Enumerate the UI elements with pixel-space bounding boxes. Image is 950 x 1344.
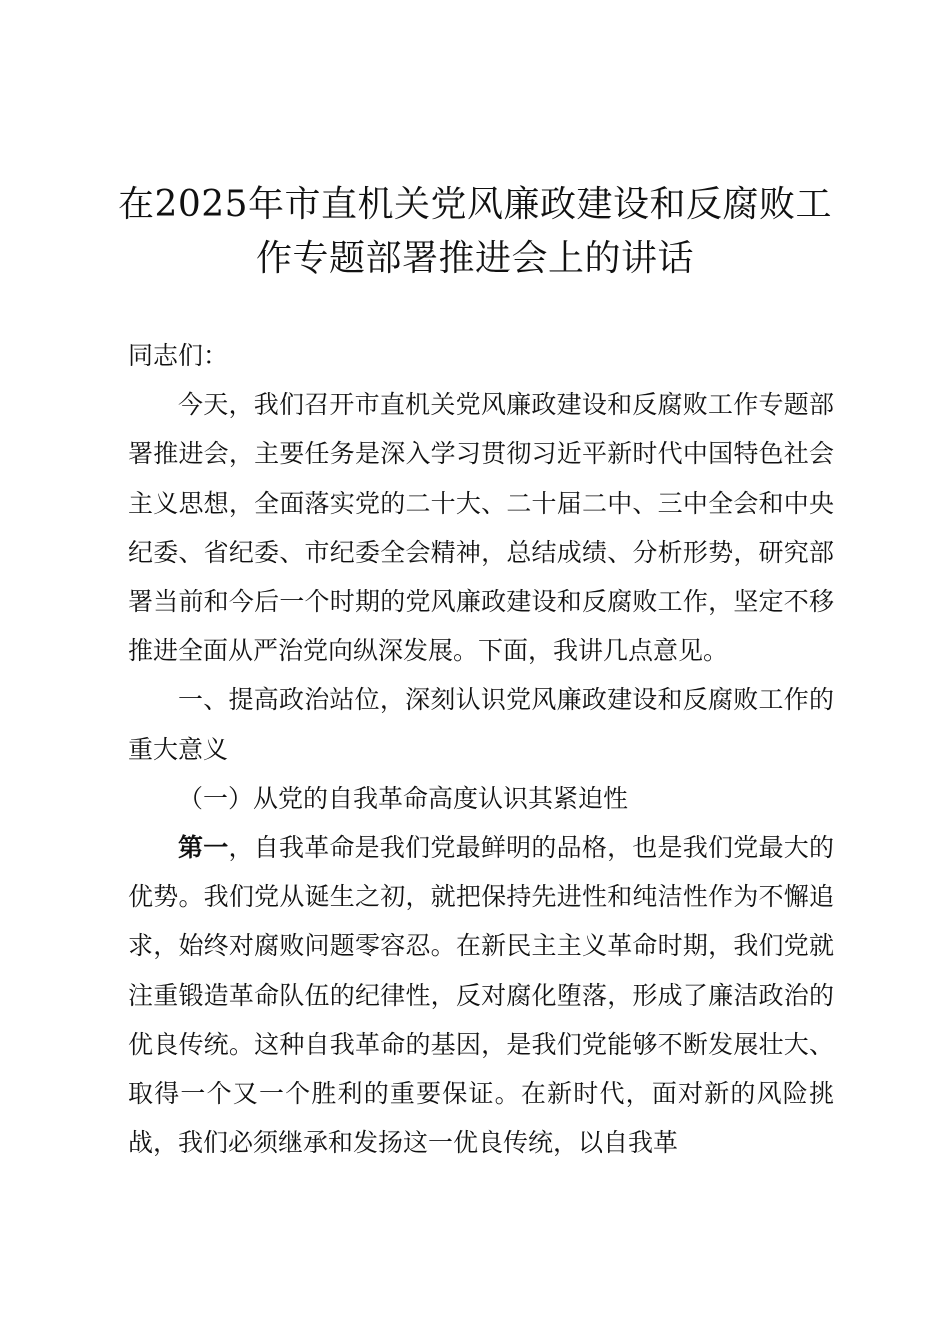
document-title: 在2025年市直机关党风廉政建设和反腐败工作专题部署推进会上的讲话 [117,184,833,279]
point-paragraph [128,823,834,1167]
point-label: 第一 [178,833,229,863]
intro-paragraph: 今天，我们召开市直机关党风廉政建设和反腐败工作专题部署推进会，主要任务是深入学习贯彻习近平新时代中国特色社会主义思想，全面落实党的二十大、二十届二中、三中全会和中央纪委、省纪委、市纪委全会精神，总结成绩、分析形势，研究部署当前和今后一个时期的党风廉政建设和反腐败工作，坚定不移推进全面从严治党向纵深发展。下面，我讲几点意见。 [128,390,834,666]
point-text: ，自我革命是我们党最鲜明的品格，也是我们党最大的优势。我们党从诞生之初，就把保持先进性和纯洁性作为不懈追求，始终对腐败问题零容忍。在新民主主义革命时期，我们党就注重锻造革命队伍的纪律性，反对腐化堕落，形成了廉洁政治的优良传统。这种自我革命的基因，是我们党能够不断发展壮大、取得一个又一个胜利的重要保证。在新时代，面对新的风险挑战，我们必须继承和发扬这一优良传统，以自我革 [128,833,834,1158]
subsection-heading: （一）从党的自我革命高度认识其紧迫性 [178,783,629,813]
document-body [128,331,834,1167]
section-heading: 一、提高政治站位，深刻认识党风廉政建设和反腐败工作的重大意义 [128,685,834,764]
salutation: 同志们： [128,341,229,370]
